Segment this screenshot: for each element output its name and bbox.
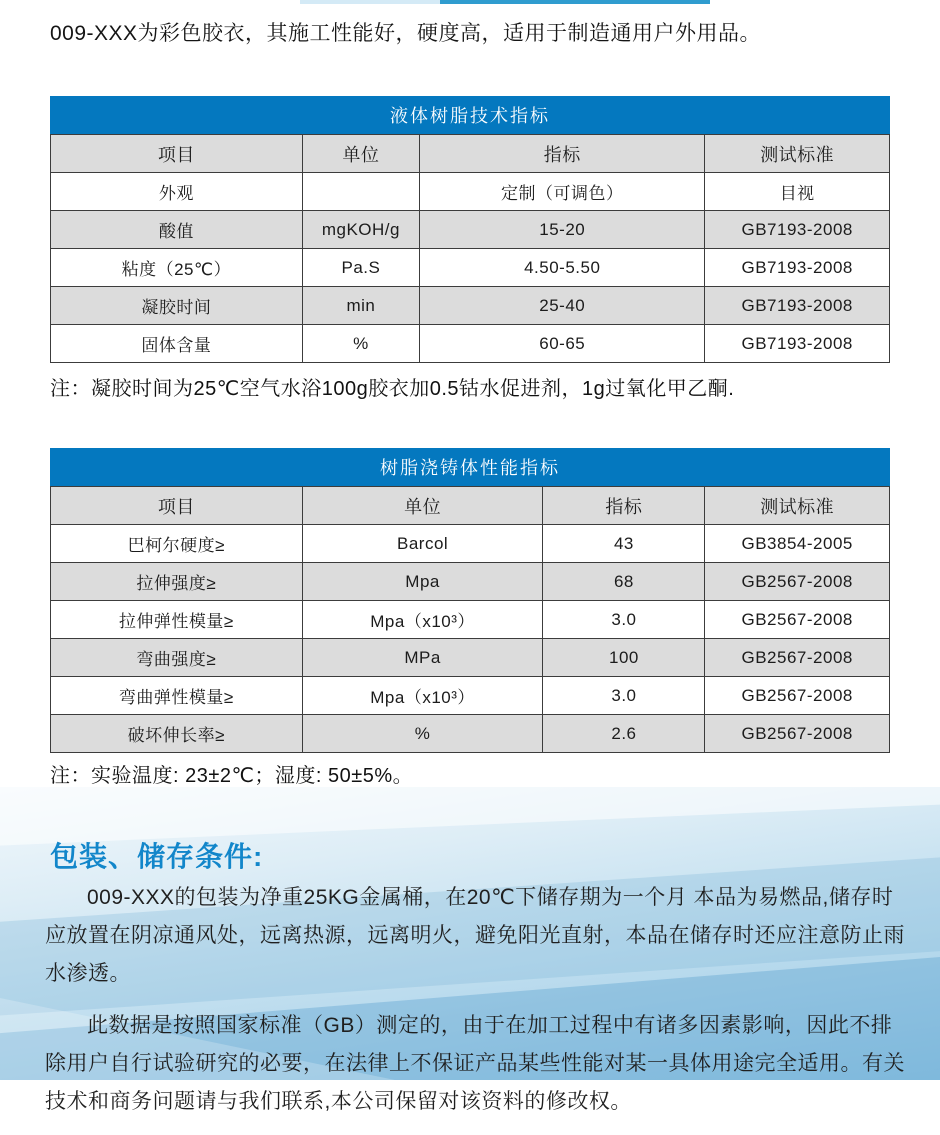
table-cell: min [302, 287, 419, 325]
table-cell: 68 [543, 563, 705, 601]
table-cell: Barcol [302, 525, 543, 563]
table-row [51, 715, 890, 753]
table-cell: 拉伸强度≥ [51, 563, 303, 601]
table-header-cell: 项目 [51, 135, 303, 173]
table-row [51, 525, 890, 563]
storage-paragraphs [45, 879, 907, 1135]
table-cell: 酸值 [51, 211, 303, 249]
table-cell: 破坏伸长率≥ [51, 715, 303, 753]
liquid-resin-table-note: 注：凝胶时间为25℃空气水浴100g胶衣加0.5钴水促进剂，1g过氧化甲乙酮. [50, 378, 735, 400]
liquid-resin-table-section [50, 96, 890, 363]
table-cell: GB3854-2005 [705, 525, 890, 563]
table-cell: GB2567-2008 [705, 601, 890, 639]
table-row [51, 211, 890, 249]
table-row [51, 601, 890, 639]
cut-off-header-remnant-light [300, 0, 440, 4]
table-cell: GB2567-2008 [705, 715, 890, 753]
liquid-resin-table [50, 134, 890, 363]
table-cell: 60-65 [420, 325, 705, 363]
table-cell: mgKOH/g [302, 211, 419, 249]
table-cell: MPa [302, 639, 543, 677]
table-cell: GB7193-2008 [705, 325, 890, 363]
table-cell: 3.0 [543, 677, 705, 715]
table-cell: GB2567-2008 [705, 639, 890, 677]
table-cell: 拉伸弹性模量≥ [51, 601, 303, 639]
table-cell: 2.6 [543, 715, 705, 753]
cut-off-header-remnant [300, 0, 710, 4]
table-row [51, 677, 890, 715]
table-cell: 4.50-5.50 [420, 249, 705, 287]
table-cell: GB7193-2008 [705, 211, 890, 249]
casting-performance-table-note: 注：实验温度: 23±2℃；湿度: 50±5%。 [50, 765, 414, 787]
table-header-row [51, 135, 890, 173]
table-cell [302, 173, 419, 211]
table-header-cell: 指标 [543, 487, 705, 525]
table-header-row [51, 487, 890, 525]
casting-performance-table-section [50, 448, 890, 753]
table-cell: % [302, 325, 419, 363]
table-cell: 3.0 [543, 601, 705, 639]
table-cell: 25-40 [420, 287, 705, 325]
table-cell: 弯曲强度≥ [51, 639, 303, 677]
cut-off-header-remnant-dark [440, 0, 710, 4]
table-cell: % [302, 715, 543, 753]
table-cell: GB7193-2008 [705, 249, 890, 287]
storage-heading: 包装、储存条件: [50, 841, 264, 872]
table-cell: 固体含量 [51, 325, 303, 363]
table-row [51, 563, 890, 601]
table-cell: 巴柯尔硬度≥ [51, 525, 303, 563]
table-cell: Mpa（x10³） [302, 677, 543, 715]
casting-performance-table-title: 树脂浇铸体性能指标 [50, 448, 890, 486]
table-cell: GB7193-2008 [705, 287, 890, 325]
table-row [51, 249, 890, 287]
table-cell: 粘度（25℃） [51, 249, 303, 287]
table-cell: 43 [543, 525, 705, 563]
storage-section [0, 787, 940, 1113]
table-cell: Mpa [302, 563, 543, 601]
table-cell: 定制（可调色） [420, 173, 705, 211]
table-cell: 100 [543, 639, 705, 677]
table-cell: Pa.S [302, 249, 419, 287]
storage-paragraph: 009-XXX的包装为净重25KG金属桶，在20℃下储存期为一个月 本品为易燃品,储存时应放置在阴凉通风处，远离热源，远离明火，避免阳光直射，本品在储存时还应注意防止雨水渗透。 [45, 886, 905, 985]
casting-performance-table [50, 486, 890, 753]
table-cell: 15-20 [420, 211, 705, 249]
table-header-cell: 指标 [420, 135, 705, 173]
table-cell: Mpa（x10³） [302, 601, 543, 639]
table-header-cell: 项目 [51, 487, 303, 525]
table-cell: GB2567-2008 [705, 677, 890, 715]
table-header-cell: 单位 [302, 487, 543, 525]
liquid-resin-table-title: 液体树脂技术指标 [50, 96, 890, 134]
table-header-cell: 测试标准 [705, 135, 890, 173]
table-cell: 目视 [705, 173, 890, 211]
table-cell: 弯曲弹性模量≥ [51, 677, 303, 715]
table-header-cell: 单位 [302, 135, 419, 173]
table-row [51, 639, 890, 677]
storage-paragraph: 此数据是按照国家标准（GB）测定的，由于在加工过程中有诸多因素影响，因此不排除用户自行试验研究的必要，在法律上不保证产品某些性能对某一具体用途完全适用。有关技术和商务问题请与我们联系,本公司保留对该资料的修改权。 [45, 1014, 905, 1113]
table-cell: 外观 [51, 173, 303, 211]
table-header-cell: 测试标准 [705, 487, 890, 525]
table-row [51, 287, 890, 325]
product-intro-text: 009-XXX为彩色胶衣，其施工性能好，硬度高，适用于制造通用户外用品。 [50, 22, 762, 45]
table-cell: 凝胶时间 [51, 287, 303, 325]
table-row [51, 173, 890, 211]
table-row [51, 325, 890, 363]
table-cell: GB2567-2008 [705, 563, 890, 601]
